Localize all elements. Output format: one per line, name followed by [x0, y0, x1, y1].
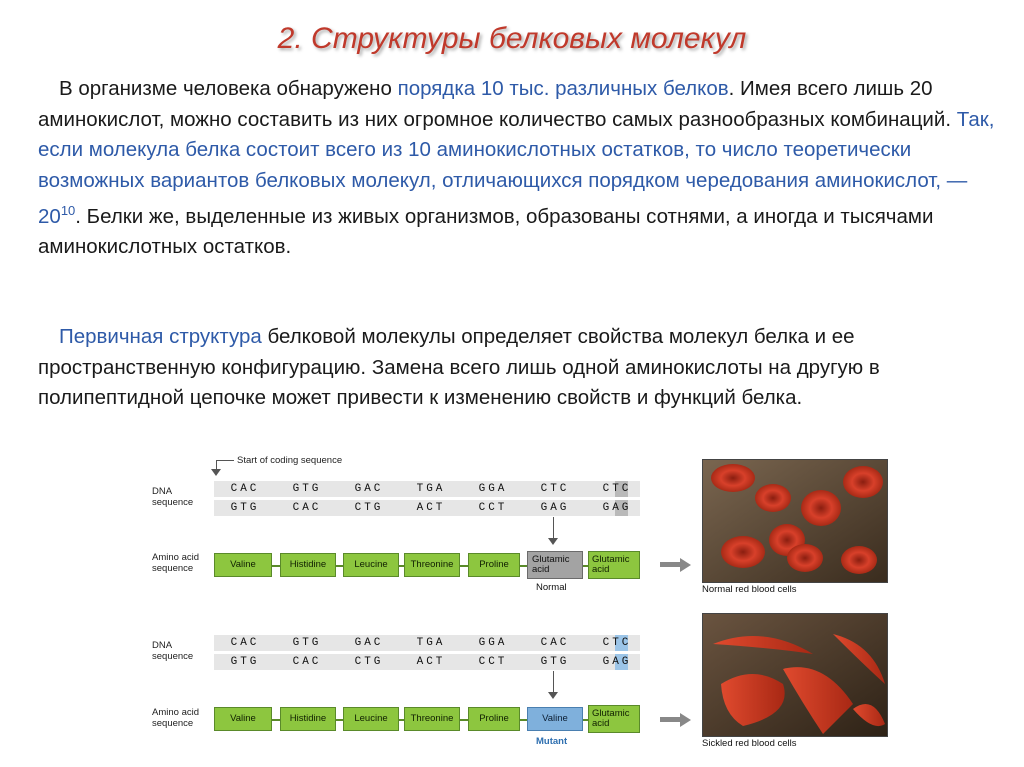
amino-acid-box-mutated: Valine [527, 707, 583, 731]
amino-acid-box: Histidine [280, 707, 336, 731]
slide-title: 2. Структуры белковых молекул [277, 22, 747, 55]
codon: GTG [540, 656, 570, 668]
amino-acid-box-changed: Glutamic acid [527, 551, 583, 579]
para1-highlight-1: порядка 10 тыс. различных белков [397, 77, 729, 100]
para1-exponent: 10 [60, 203, 76, 218]
codon: CAC [540, 637, 570, 649]
codon: GAG [540, 502, 570, 514]
codon: CTG [354, 502, 384, 514]
amino-acid-box: Glutamic acid [588, 551, 640, 579]
start-marker-arrow [211, 469, 221, 476]
amino-acid-box: Valine [214, 707, 272, 731]
codon: CTC [602, 483, 632, 495]
sickled-cells-image [703, 614, 887, 736]
arrow-head-normal [680, 558, 691, 572]
dna-row-normal-top [214, 481, 640, 497]
codon: GAC [354, 483, 384, 495]
codon: GGA [478, 637, 508, 649]
para1-text-2: . Имея всего лишь 20 аминокислот, можно составить из них огромное количество самых разнообразных комбинаций. [38, 77, 957, 131]
codon: CTC [602, 637, 632, 649]
codon: GTG [292, 637, 322, 649]
aa-label-normal-line1: Amino acid [152, 552, 199, 563]
aa-label-normal [152, 552, 199, 574]
amino-acid-box: Leucine [343, 553, 399, 577]
amino-acid-box: Valine [214, 553, 272, 577]
connector-mutant-arrow [548, 692, 558, 699]
connector-mutant [553, 671, 554, 693]
paragraph-1 [38, 74, 998, 263]
sickled-cells-photo [702, 613, 888, 737]
normal-cells-caption: Normal red blood cells [702, 584, 797, 595]
codon: TGA [416, 483, 446, 495]
amino-acid-box: Leucine [343, 707, 399, 731]
codon: GAC [354, 637, 384, 649]
dna-label-normal-line1: DNA [152, 486, 173, 497]
dna-label-normal-line2: sequence [152, 497, 194, 508]
para1-text-1: В организме человека обнаружено [59, 77, 398, 100]
amino-acid-box: Proline [468, 553, 520, 577]
aa-label-mutant-line1: Amino acid [152, 707, 199, 718]
para1-highlight-2: Так, если молекула белка состоит всего из 10 аминокислотных остатков, то число теоретически возможных вариантов белковых молекул, отличающихся порядком чередования аминокислот, — 20 [38, 107, 995, 228]
codon: CCT [478, 656, 508, 668]
dna-label-mutant [152, 640, 193, 662]
codon: CAC [230, 483, 260, 495]
dna-row-mutant-bottom [214, 654, 640, 670]
codon: CCT [478, 502, 508, 514]
aa-label-normal-line2: sequence [152, 563, 194, 574]
start-label: Start of coding sequence [237, 455, 343, 466]
arrow-shaft-normal [660, 562, 680, 567]
dna-row-normal-bottom [214, 500, 640, 516]
codon: GAG [602, 656, 632, 668]
aa-label-mutant-line2: sequence [152, 718, 194, 729]
aa-label-mutant [152, 707, 199, 729]
mutant-label: Mutant [536, 736, 568, 747]
codon: ACT [416, 502, 446, 514]
start-marker-tick [216, 460, 234, 461]
dna-label-mutant-line1: DNA [152, 640, 173, 651]
connector-normal [553, 517, 554, 539]
amino-acid-box: Threonine [404, 707, 460, 731]
arrow-head-mutant [680, 713, 691, 727]
codon: CTC [540, 483, 570, 495]
codon: CTG [354, 656, 384, 668]
sickled-cells-caption: Sickled red blood cells [702, 738, 797, 749]
codon: GTG [230, 656, 260, 668]
codon: GAG [602, 502, 632, 514]
arrow-shaft-mutant [660, 717, 680, 722]
para1-text-3: . Белки же, выделенные из живых организмов, образованы сотнями, а иногда и тысячами аминокислотных остатков. [38, 204, 934, 259]
normal-cells-image [703, 460, 887, 582]
codon: GGA [478, 483, 508, 495]
connector-normal-arrow [548, 538, 558, 545]
normal-cells-photo [702, 459, 888, 583]
sickle-cell-figure [150, 455, 890, 755]
amino-acid-box: Histidine [280, 553, 336, 577]
codon: GTG [292, 483, 322, 495]
codon: CAC [292, 656, 322, 668]
codon: CAC [230, 637, 260, 649]
para2-text: белковой молекулы определяет свойства молекул белка и ее пространственную конфигурацию. Замена всего лишь одной аминокислоты на другую в полипептидной цепочке может привести к изменению свойств и функций белка. [38, 325, 880, 409]
para2-highlight: Первичная структура [59, 325, 262, 348]
codon: TGA [416, 637, 446, 649]
amino-acid-box: Glutamic acid [588, 705, 640, 733]
codon: CAC [292, 502, 322, 514]
codon: GTG [230, 502, 260, 514]
dna-row-mutant-top [214, 635, 640, 651]
dna-label-normal [152, 486, 193, 508]
paragraph-2 [38, 322, 998, 414]
amino-acid-box: Proline [468, 707, 520, 731]
dna-label-mutant-line2: sequence [152, 651, 194, 662]
amino-acid-box: Threonine [404, 553, 460, 577]
normal-label: Normal [536, 582, 567, 593]
codon: ACT [416, 656, 446, 668]
